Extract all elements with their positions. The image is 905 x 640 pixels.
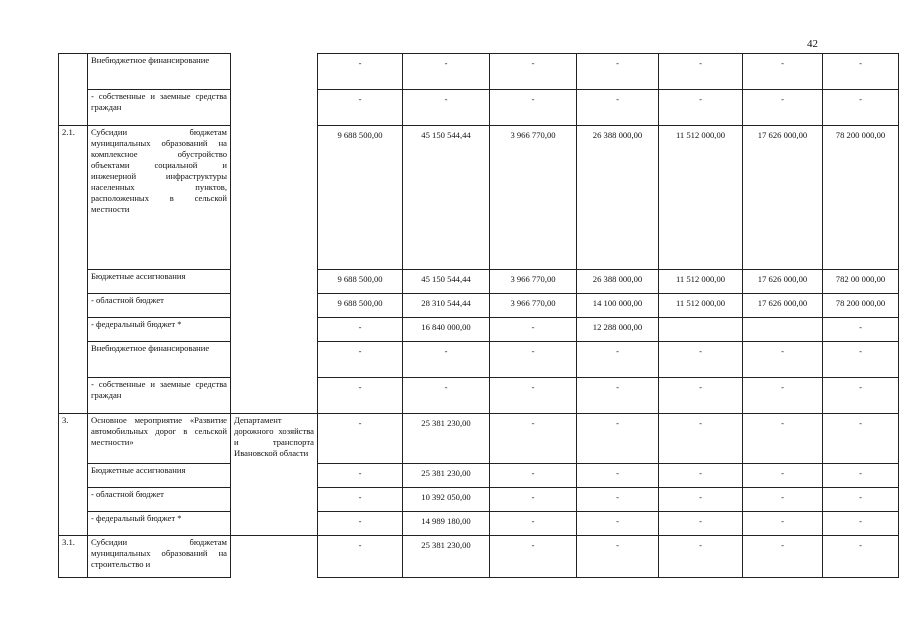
amount-cell: 17 626 000,00 — [743, 126, 823, 270]
row-name-cell: - областной бюджет — [88, 294, 231, 318]
amount-cell: - — [490, 342, 577, 378]
amount-cell: - — [403, 378, 490, 414]
executor-cell — [231, 378, 318, 414]
row-number-cell — [59, 378, 88, 414]
amount-cell: - — [823, 342, 899, 378]
row-name-cell: Внебюджетное финансирование — [88, 54, 231, 90]
row-number-cell: 2.1. — [59, 126, 88, 270]
amount-cell: - — [743, 512, 823, 536]
amount-cell: - — [823, 318, 899, 342]
budget-table — [58, 53, 905, 578]
amount-cell: - — [823, 488, 899, 512]
executor-cell: Департамент дорожного хозяйства и транспорта Ивановской области — [231, 414, 318, 536]
table-row — [59, 126, 905, 270]
amount-cell: - — [659, 342, 743, 378]
amount-cell: - — [659, 488, 743, 512]
amount-cell: - — [659, 414, 743, 464]
amount-cell: - — [490, 378, 577, 414]
page-number: 42 — [807, 38, 818, 50]
amount-cell: - — [823, 512, 899, 536]
amount-cell: - — [318, 512, 403, 536]
amount-cell: - — [823, 464, 899, 488]
table-row — [59, 270, 905, 294]
amount-cell: 14 100 000,00 — [577, 294, 659, 318]
amount-cell: 3 966 770,00 — [490, 270, 577, 294]
table-row — [59, 536, 905, 578]
amount-cell: - — [659, 512, 743, 536]
amount-cell: - — [577, 342, 659, 378]
row-number-cell — [59, 54, 88, 90]
amount-cell: 25 381 230,00 — [403, 536, 490, 578]
executor-cell — [231, 126, 318, 270]
amount-cell: 3 966 770,00 — [490, 294, 577, 318]
amount-cell: - — [318, 378, 403, 414]
amount-cell: 12 288 000,00 — [577, 318, 659, 342]
table-row — [59, 318, 905, 342]
amount-cell: - — [577, 536, 659, 578]
amount-cell: - — [318, 90, 403, 126]
amount-cell: - — [823, 536, 899, 578]
amount-cell: - — [577, 414, 659, 464]
executor-cell — [231, 54, 318, 90]
amount-cell: - — [743, 342, 823, 378]
executor-cell — [231, 270, 318, 294]
amount-cell — [743, 318, 823, 342]
amount-cell: - — [403, 54, 490, 90]
row-number-cell — [59, 294, 88, 318]
table-row — [59, 294, 905, 318]
amount-cell: - — [577, 90, 659, 126]
row-name-cell: - собственные и заемные средства граждан — [88, 90, 231, 126]
amount-cell: 11 512 000,00 — [659, 294, 743, 318]
amount-cell: 9 688 500,00 — [318, 126, 403, 270]
amount-cell: 45 150 544,44 — [403, 270, 490, 294]
amount-cell: - — [659, 54, 743, 90]
amount-cell: - — [743, 54, 823, 90]
table-row — [59, 54, 905, 90]
row-name-cell: Бюджетные ассигнования — [88, 464, 231, 488]
amount-cell: 11 512 000,00 — [659, 126, 743, 270]
amount-cell: 9 688 500,00 — [318, 294, 403, 318]
amount-cell — [659, 318, 743, 342]
row-number-cell — [59, 270, 88, 294]
amount-cell: - — [659, 464, 743, 488]
row-name-cell: - федеральный бюджет * — [88, 318, 231, 342]
amount-cell: - — [577, 512, 659, 536]
amount-cell: - — [318, 464, 403, 488]
amount-cell: - — [823, 414, 899, 464]
amount-cell: - — [577, 464, 659, 488]
amount-cell: 782 00 000,00 — [823, 270, 899, 294]
row-number-cell: 3. — [59, 414, 88, 464]
amount-cell: - — [577, 488, 659, 512]
row-name-cell: Основное мероприятие «Развитие автомобильных дорог в сельской местности» — [88, 414, 231, 464]
amount-cell: 25 381 230,00 — [403, 414, 490, 464]
amount-cell: - — [823, 90, 899, 126]
table-row — [59, 464, 905, 488]
row-number-cell — [59, 90, 88, 126]
amount-cell: - — [490, 488, 577, 512]
amount-cell: - — [659, 536, 743, 578]
amount-cell: - — [490, 512, 577, 536]
amount-cell: - — [403, 90, 490, 126]
amount-cell: - — [743, 378, 823, 414]
amount-cell: - — [743, 464, 823, 488]
amount-cell: 25 381 230,00 — [403, 464, 490, 488]
executor-cell — [231, 90, 318, 126]
row-number-cell — [59, 342, 88, 378]
table-row — [59, 512, 905, 536]
executor-cell — [231, 294, 318, 318]
row-name-cell: - областной бюджет — [88, 488, 231, 512]
amount-cell: 26 388 000,00 — [577, 270, 659, 294]
row-name-cell: - собственные и заемные средства граждан — [88, 378, 231, 414]
row-number-cell — [59, 512, 88, 536]
row-number-cell — [59, 318, 88, 342]
row-number-cell — [59, 488, 88, 512]
amount-cell: - — [490, 318, 577, 342]
amount-cell: - — [490, 414, 577, 464]
amount-cell: - — [823, 54, 899, 90]
row-name-cell: - федеральный бюджет * — [88, 512, 231, 536]
amount-cell: 16 840 000,00 — [403, 318, 490, 342]
amount-cell: 45 150 544,44 — [403, 126, 490, 270]
amount-cell: 28 310 544,44 — [403, 294, 490, 318]
table-row — [59, 378, 905, 414]
amount-cell: - — [577, 378, 659, 414]
amount-cell: - — [743, 488, 823, 512]
table-row — [59, 90, 905, 126]
amount-cell: - — [659, 90, 743, 126]
amount-cell: 78 200 000,00 — [823, 294, 899, 318]
amount-cell: 17 626 000,00 — [743, 294, 823, 318]
row-name-cell: Субсидии бюджетам муниципальных образований на комплексное обустройство объектами социальной и инженерной инфраструктуры населенных пунктов, расположенных в сельской местности — [88, 126, 231, 270]
amount-cell: 26 388 000,00 — [577, 126, 659, 270]
amount-cell: - — [318, 536, 403, 578]
amount-cell: - — [490, 54, 577, 90]
amount-cell: 3 966 770,00 — [490, 126, 577, 270]
table-row — [59, 414, 905, 464]
amount-cell: - — [743, 90, 823, 126]
amount-cell: - — [318, 54, 403, 90]
amount-cell: - — [490, 464, 577, 488]
amount-cell: - — [743, 536, 823, 578]
row-number-cell — [59, 464, 88, 488]
amount-cell: 11 512 000,00 — [659, 270, 743, 294]
amount-cell: - — [318, 414, 403, 464]
amount-cell: 78 200 000,00 — [823, 126, 899, 270]
amount-cell: 14 989 180,00 — [403, 512, 490, 536]
amount-cell: - — [318, 488, 403, 512]
amount-cell: - — [490, 536, 577, 578]
executor-cell — [231, 536, 318, 578]
amount-cell: 10 392 050,00 — [403, 488, 490, 512]
executor-cell — [231, 342, 318, 378]
row-name-cell: Бюджетные ассигнования — [88, 270, 231, 294]
amount-cell: - — [823, 378, 899, 414]
amount-cell: - — [659, 378, 743, 414]
amount-cell: - — [490, 90, 577, 126]
amount-cell: - — [743, 414, 823, 464]
row-name-cell: Субсидии бюджетам муниципальных образований на строительство и — [88, 536, 231, 578]
executor-cell — [231, 318, 318, 342]
row-name-cell: Внебюджетное финансирование — [88, 342, 231, 378]
amount-cell: 9 688 500,00 — [318, 270, 403, 294]
amount-cell: 17 626 000,00 — [743, 270, 823, 294]
table-row — [59, 488, 905, 512]
amount-cell: - — [318, 318, 403, 342]
amount-cell: - — [318, 342, 403, 378]
amount-cell: - — [403, 342, 490, 378]
table-row — [59, 342, 905, 378]
row-number-cell: 3.1. — [59, 536, 88, 578]
amount-cell: - — [577, 54, 659, 90]
